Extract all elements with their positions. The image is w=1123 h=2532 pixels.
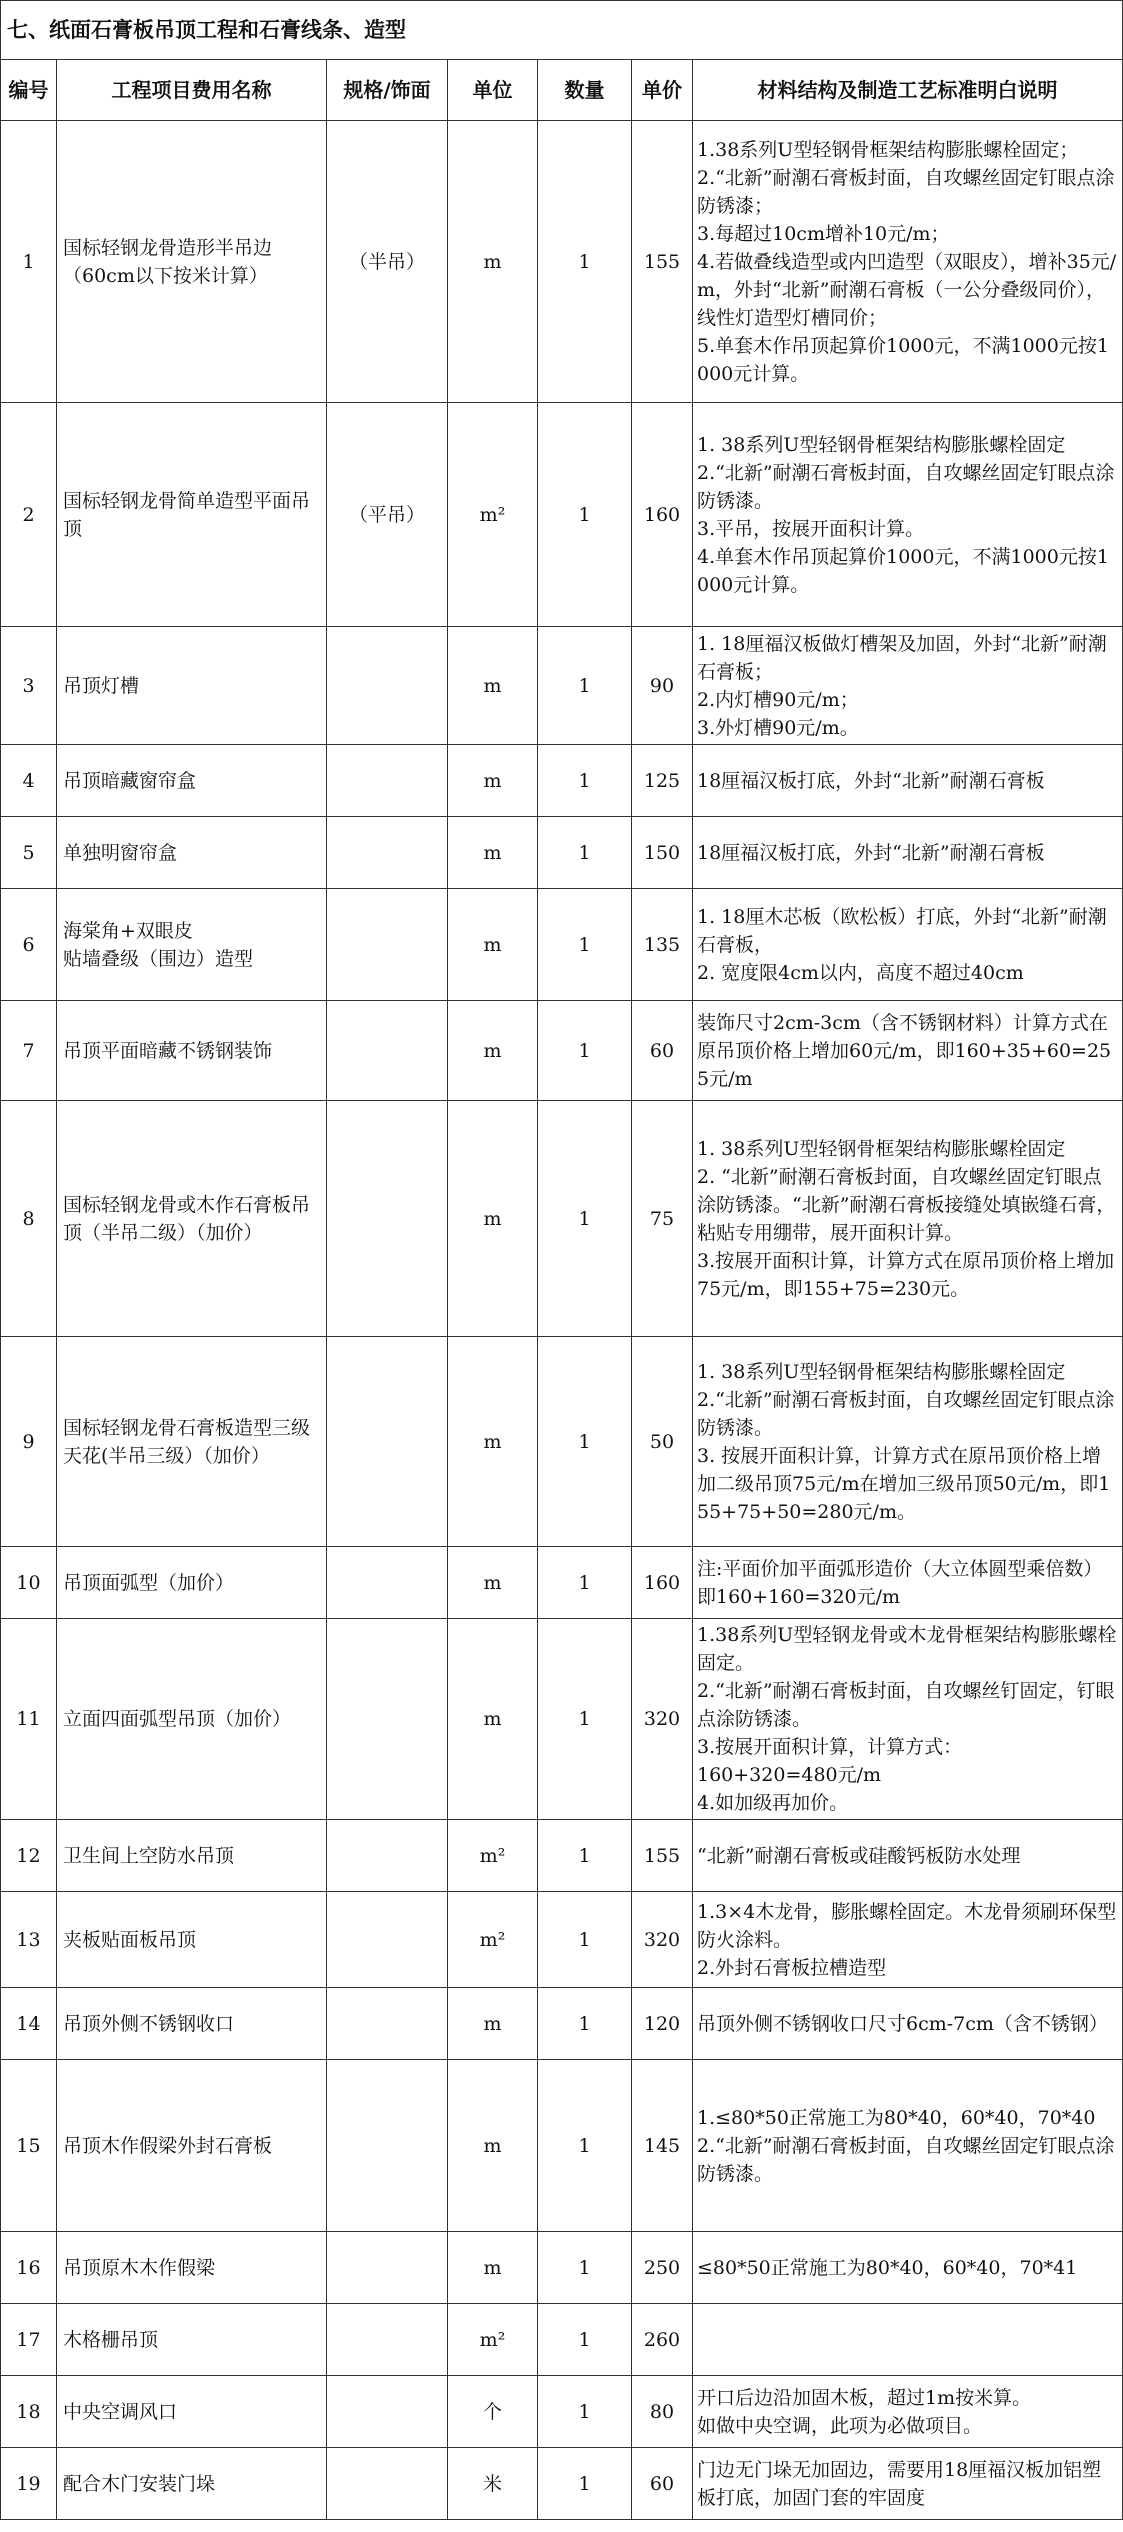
item-qty: 1 [538,2376,632,2448]
item-description: 1.38系列U型轻钢骨框架结构膨胀螺栓固定； 2.“北新”耐潮石膏板封面，自攻螺丝固定钉眼点涂防锈漆； 3.每超过10cm增补10元/m； 4.若做叠线造型或内凹造型（双眼皮），增补35元/m，外封“北新”耐潮石膏板（一公分叠级同价），线性灯造型灯槽同价； 5.单套木作吊顶起算价1000元，不满1000元按1000元计算。 [693,121,1123,403]
item-price: 125 [632,745,693,817]
row-number: 15 [1,2060,57,2232]
item-qty: 1 [538,121,632,403]
item-unit: 米 [448,2448,538,2520]
item-qty: 1 [538,2448,632,2520]
item-price: 155 [632,121,693,403]
table-row [1,1820,1123,1892]
row-number: 11 [1,1619,57,1820]
item-unit: m² [448,1892,538,1988]
item-qty: 1 [538,2060,632,2232]
item-name: 国标轻钢龙骨造形半吊边（60cm以下按米计算） [57,121,327,403]
item-name: 海棠角+双眼皮 贴墙叠级（围边）造型 [57,889,327,1001]
item-name: 国标轻钢龙骨或木作石膏板吊顶（半吊二级）（加价） [57,1101,327,1337]
item-description: 1. 38系列U型轻钢骨框架结构膨胀螺栓固定 2. “北新”耐潮石膏板封面，自攻螺丝固定钉眼点涂防锈漆。“北新”耐潮石膏板接缝处填嵌缝石膏，粘贴专用绷带，展开面积计算。 3.按展开面积计算，计算方式在原吊顶价格上增加75元/m，即155+75=230元。 [693,1101,1123,1337]
item-name: 中央空调风口 [57,2376,327,2448]
row-number: 19 [1,2448,57,2520]
table-row [1,2060,1123,2232]
item-unit: m² [448,403,538,627]
item-name: 配合木门安装门垛 [57,2448,327,2520]
item-price: 150 [632,817,693,889]
row-number: 6 [1,889,57,1001]
header-spec: 规格/饰面 [327,60,448,121]
item-spec: （半吊） [327,121,448,403]
item-name: 卫生间上空防水吊顶 [57,1820,327,1892]
item-price: 320 [632,1619,693,1820]
row-number: 3 [1,627,57,745]
item-spec [327,1547,448,1619]
item-spec [327,1820,448,1892]
item-qty: 1 [538,889,632,1001]
item-spec [327,2060,448,2232]
header-row [1,60,1123,121]
header-no: 编号 [1,60,57,121]
table-row [1,2232,1123,2304]
table-row [1,745,1123,817]
item-description: 门边无门垛无加固边，需要用18厘福汉板加铝塑板打底，加固门套的牢固度 [693,2448,1123,2520]
item-description: 1. 38系列U型轻钢骨框架结构膨胀螺栓固定 2.“北新”耐潮石膏板封面，自攻螺丝固定钉眼点涂防锈漆。 3. 按展开面积计算，计算方式在原吊顶价格上增加二级吊顶75元/m在增加三级吊顶50元/m，即155+75+50=280元/m。 [693,1337,1123,1547]
item-unit: m [448,2232,538,2304]
item-qty: 1 [538,1820,632,1892]
item-unit: m [448,627,538,745]
item-description: 吊顶外侧不锈钢收口尺寸6cm-7cm（含不锈钢） [693,1988,1123,2060]
item-qty: 1 [538,1988,632,2060]
table-row [1,1001,1123,1101]
item-unit: m [448,889,538,1001]
row-number: 5 [1,817,57,889]
row-number: 14 [1,1988,57,2060]
item-price: 60 [632,2448,693,2520]
item-description: ≤80*50正常施工为80*40，60*40，70*41 [693,2232,1123,2304]
item-qty: 1 [538,403,632,627]
table-row [1,1547,1123,1619]
sheet-title: 七、纸面石膏板吊顶工程和石膏线条、造型 [1,1,1123,60]
item-description: 18厘福汉板打底，外封“北新”耐潮石膏板 [693,745,1123,817]
item-description: 1.3×4木龙骨，膨胀螺栓固定。木龙骨须刷环保型防火涂料。 2.外封石膏板拉槽造型 [693,1892,1123,1988]
row-number: 9 [1,1337,57,1547]
item-qty: 1 [538,1892,632,1988]
item-name: 立面四面弧型吊顶（加价） [57,1619,327,1820]
item-name: 吊顶面弧型（加价） [57,1547,327,1619]
item-unit: m [448,1337,538,1547]
item-spec [327,1101,448,1337]
item-spec [327,817,448,889]
item-name: 吊顶木作假梁外封石膏板 [57,2060,327,2232]
item-price: 60 [632,1001,693,1101]
item-name: 吊顶外侧不锈钢收口 [57,1988,327,2060]
item-description: 1.≤80*50正常施工为80*40，60*40，70*40 2.“北新”耐潮石膏板封面，自攻螺丝固定钉眼点涂防锈漆。 [693,2060,1123,2232]
item-spec [327,1001,448,1101]
item-unit: m [448,745,538,817]
item-price: 75 [632,1101,693,1337]
row-number: 4 [1,745,57,817]
item-spec [327,2376,448,2448]
item-name: 国标轻钢龙骨石膏板造型三级天花(半吊三级）（加价） [57,1337,327,1547]
row-number: 17 [1,2304,57,2376]
table-row [1,403,1123,627]
item-unit: m [448,1001,538,1101]
item-name: 国标轻钢龙骨简单造型平面吊顶 [57,403,327,627]
table-row [1,1337,1123,1547]
item-unit: m [448,1988,538,2060]
table-row [1,2304,1123,2376]
item-name: 吊顶平面暗藏不锈钢装饰 [57,1001,327,1101]
item-spec [327,1892,448,1988]
item-qty: 1 [538,1101,632,1337]
table-row [1,627,1123,745]
item-spec [327,1619,448,1820]
header-price: 单价 [632,60,693,121]
item-qty: 1 [538,627,632,745]
item-description: 装饰尺寸2cm-3cm（含不锈钢材料）计算方式在原吊顶价格上增加60元/m，即160+35+60=255元/m [693,1001,1123,1101]
item-name: 单独明窗帘盒 [57,817,327,889]
item-description: 1.38系列U型轻钢龙骨或木龙骨框架结构膨胀螺栓固定。 2.“北新”耐潮石膏板封面，自攻螺丝钉固定，钉眼点涂防锈漆。 3.按展开面积计算，计算方式： 160+320=480元/m 4.如加级再加价。 [693,1619,1123,1820]
item-description: 1. 18厘木芯板（欧松板）打底，外封“北新”耐潮石膏板， 2. 宽度限4cm以内，高度不超过40cm [693,889,1123,1001]
item-spec [327,2304,448,2376]
item-qty: 1 [538,817,632,889]
item-unit: m² [448,1820,538,1892]
table-row [1,1892,1123,1988]
item-unit: 个 [448,2376,538,2448]
item-description: 1. 18厘福汉板做灯槽架及加固，外封“北新”耐潮石膏板； 2.内灯槽90元/m； 3.外灯槽90元/m。 [693,627,1123,745]
row-number: 2 [1,403,57,627]
row-number: 8 [1,1101,57,1337]
item-unit: m² [448,2304,538,2376]
item-qty: 1 [538,2232,632,2304]
item-price: 90 [632,627,693,745]
item-description: 注:平面价加平面弧形造价（大立体圆型乘倍数）即160+160=320元/m [693,1547,1123,1619]
item-price: 260 [632,2304,693,2376]
row-number: 7 [1,1001,57,1101]
item-spec [327,2448,448,2520]
item-description [693,2304,1123,2376]
item-price: 120 [632,1988,693,2060]
item-qty: 1 [538,1001,632,1101]
item-qty: 1 [538,1547,632,1619]
item-unit: m [448,817,538,889]
item-qty: 1 [538,745,632,817]
item-spec [327,1337,448,1547]
item-price: 160 [632,1547,693,1619]
item-unit: m [448,1101,538,1337]
item-spec [327,627,448,745]
header-name: 工程项目费用名称 [57,60,327,121]
item-name: 吊顶灯槽 [57,627,327,745]
item-unit: m [448,1547,538,1619]
row-number: 16 [1,2232,57,2304]
item-price: 80 [632,2376,693,2448]
item-description: 18厘福汉板打底，外封“北新”耐潮石膏板 [693,817,1123,889]
item-spec [327,889,448,1001]
table-row [1,1619,1123,1820]
item-unit: m [448,1619,538,1820]
item-spec: （平吊） [327,403,448,627]
table-row [1,1101,1123,1337]
header-desc: 材料结构及制造工艺标准明白说明 [693,60,1123,121]
item-name: 夹板贴面板吊顶 [57,1892,327,1988]
table-row [1,2376,1123,2448]
item-qty: 1 [538,1619,632,1820]
title-row [1,1,1123,60]
table-row [1,817,1123,889]
item-qty: 1 [538,2304,632,2376]
item-price: 250 [632,2232,693,2304]
table-row [1,2448,1123,2520]
item-spec [327,2232,448,2304]
row-number: 1 [1,121,57,403]
item-spec [327,1988,448,2060]
item-price: 155 [632,1820,693,1892]
item-unit: m [448,121,538,403]
table-row [1,121,1123,403]
row-number: 10 [1,1547,57,1619]
header-qty: 数量 [538,60,632,121]
table-row [1,1988,1123,2060]
item-description: “北新”耐潮石膏板或硅酸钙板防水处理 [693,1820,1123,1892]
item-qty: 1 [538,1337,632,1547]
row-number: 12 [1,1820,57,1892]
table-body [1,121,1123,2520]
item-price: 135 [632,889,693,1001]
table-row [1,889,1123,1001]
item-price: 160 [632,403,693,627]
item-name: 吊顶暗藏窗帘盒 [57,745,327,817]
item-price: 50 [632,1337,693,1547]
item-price: 320 [632,1892,693,1988]
item-unit: m [448,2060,538,2232]
item-name: 木格栅吊顶 [57,2304,327,2376]
item-description: 1. 38系列U型轻钢骨框架结构膨胀螺栓固定 2.“北新”耐潮石膏板封面，自攻螺丝固定钉眼点涂防锈漆。 3.平吊，按展开面积计算。 4.单套木作吊顶起算价1000元，不满1000元按1000元计算。 [693,403,1123,627]
header-unit: 单位 [448,60,538,121]
row-number: 18 [1,2376,57,2448]
item-price: 145 [632,2060,693,2232]
row-number: 13 [1,1892,57,1988]
item-description: 开口后边沿加固木板，超过1m按米算。 如做中央空调，此项为必做项目。 [693,2376,1123,2448]
item-name: 吊顶原木木作假梁 [57,2232,327,2304]
item-spec [327,745,448,817]
